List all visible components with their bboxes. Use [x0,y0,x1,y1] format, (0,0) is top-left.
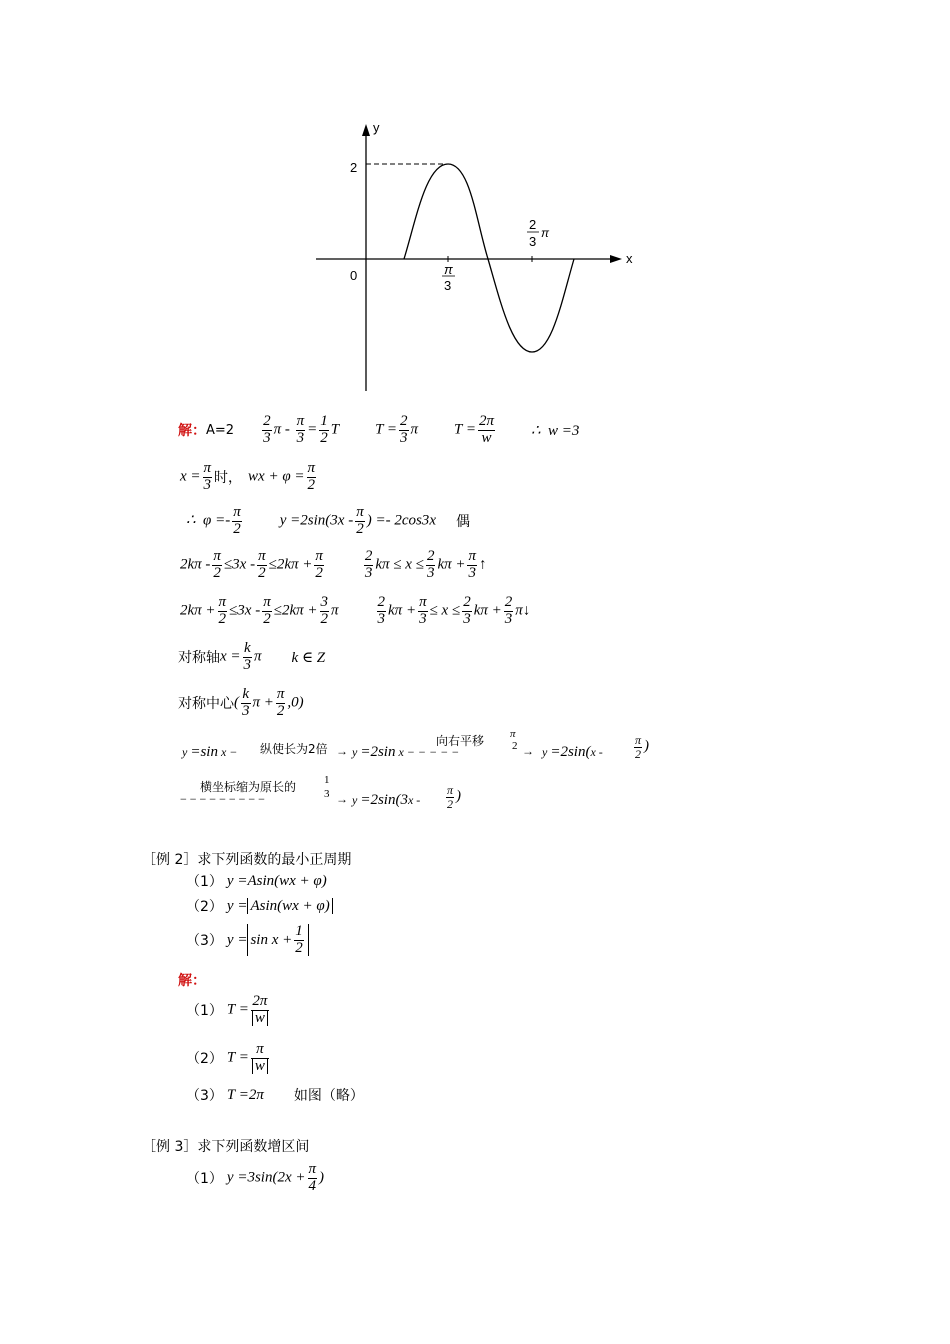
symmetry-center-label: 对称中心 [178,696,234,712]
example2-answer3: （3） T =2π 如图（略） [186,1086,364,1104]
y-tick-2: 2 [350,160,358,175]
x-tick-2pi3-pi: π [541,226,550,240]
w-value: ∴ w =3 [531,422,580,439]
solution1-line3: ∴ φ =- $\frac{\pi}{2}$ y =2sin(3x - $\frac{\pi}{2}$ ) =- 2cos3x 偶 [186,503,470,537]
solution1-line1 [178,410,579,450]
example2-item3: （3） y = sin x + $\frac{1}{2}$ [186,920,309,960]
solution1-line5: 2kπ + $\frac{\pi}{2}$ ≤3x - $\frac{\pi}{2}$ ≤2kπ + $\frac{3}{2}$ π $\frac{2}{3}$ kπ + $\frac{\pi}{3}$ ≤ x ≤ $\frac{2}{3}$ kπ + $\frac{2}{3}$ π↓ [180,593,531,627]
example2-item2: （2） y = Asin(wx + φ) [186,894,333,918]
solution-heading: 解： [178,423,206,439]
x-axis-arrow [610,255,622,263]
period-value: T = $\frac{2}{3}$ π [375,412,419,446]
example3-item1: （1） y =3sin(2x + $\frac{\pi}{4}$ ) [186,1160,325,1194]
solution1-line4: 2kπ - $\frac{\pi}{2}$ ≤3x - $\frac{\pi}{2}$ ≤2kπ + $\frac{\pi}{2}$ $\frac{2}{3}$ kπ ≤ x ≤ $\frac{2}{3}$ kπ + $\frac{\pi}{3}$ ↑ [180,547,487,581]
period-formula: T = $\frac{2\pi}{w}$ [454,412,494,446]
transform-line2: 横坐标缩为原长的 1 − − − − − − − − − 3 → y =2sin(3x - $\frac{\pi}{2}$ ) [180,774,462,811]
x-tick-2pi3-num: 2 [529,217,537,232]
period-relation: $\frac{2}{3}$ π - $\frac{\pi}{3}$ = $\frac{1}{2}$ T [263,412,340,446]
k-in-z: k ∈ Z [291,649,326,666]
example3-title: ［例 3］求下列函数增区间 [142,1139,310,1155]
example2-item1: （1） y =Asin(wx + φ) [186,872,327,890]
example2-title: ［例 2］求下列函数的最小正周期 [142,852,352,868]
example2-answer1: （1） T = $\frac{2\pi}{w}$ [186,992,268,1026]
symmetry-axis-label: 对称轴 [178,650,220,666]
symmetry-center: 对称中心 ( $\frac{k}{3}$ π + $\frac{\pi}{2}$ ,0) [178,685,304,719]
y-axis-label: y [373,120,380,135]
example2-answer2: （2） T = $\frac{\pi}{w}$ [186,1036,271,1080]
symmetry-axis: 对称轴 x = $\frac{k}{3}$ π k ∈ Z [178,639,326,673]
transform2-label: 向右平移 [436,734,485,748]
x-tick-pi3-den: 3 [444,278,452,293]
solution1-line2: x = $\frac{\pi}{3}$ 时， wx + φ = $\frac{\pi}{2}$ [180,459,316,493]
transform-line1: y =sin x − 纵使长为2倍 → y =2sin x − − − − − 向右平移 π 2 → y =2sin(x - $\frac{\pi}{2}$ ) [182,728,650,761]
even-tag: 偶 [455,514,470,530]
y-axis-arrow [362,124,370,136]
sine-graph [300,110,650,400]
origin-label: 0 [350,268,358,283]
transform3-label: 横坐标缩为原长的 [200,780,297,794]
x-tick-pi3-num: π [444,262,453,277]
amplitude: A=2 [206,422,235,438]
transform1-label: 纵使长为2倍 [260,742,328,756]
sine-curve [404,164,574,352]
x-tick-2pi3-den: 3 [529,234,537,249]
x-axis-label: x [626,251,633,266]
answer3-note: 如图（略） [293,1088,364,1104]
example2-solution-heading: 解： [178,973,206,989]
